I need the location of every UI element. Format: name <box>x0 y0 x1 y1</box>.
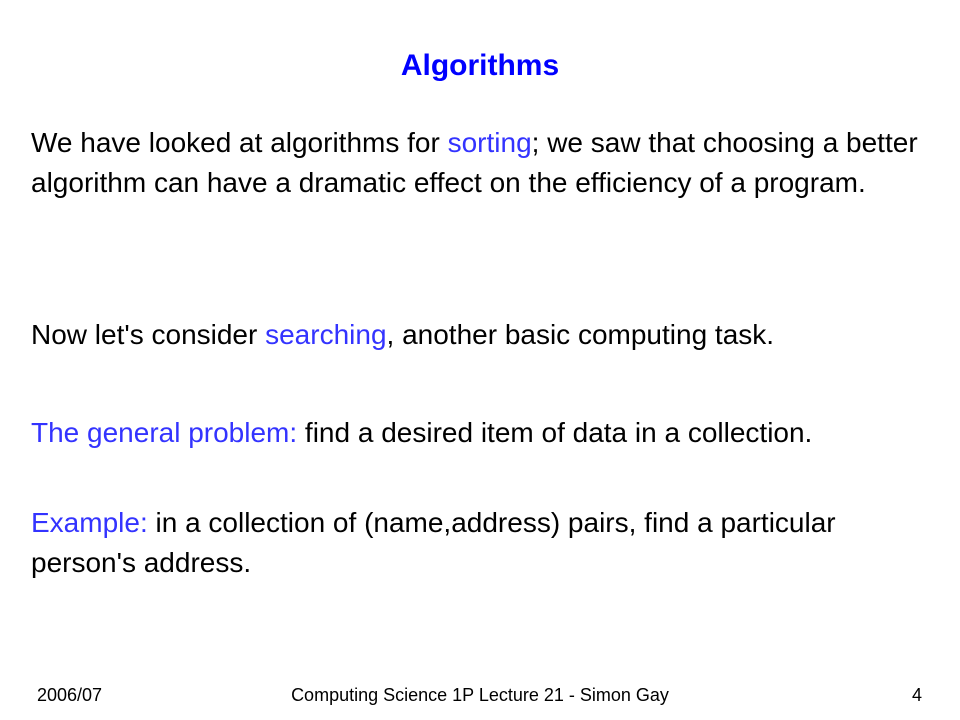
footer-year: 2006/07 <box>37 685 103 705</box>
paragraph-sorting <box>31 123 931 203</box>
paragraph-searching-text-before: Now let's consider <box>31 319 266 350</box>
slide-title: Algorithms <box>400 49 560 82</box>
paragraph-sorting-text-after: ; we saw that choosing a better algorithm can have a dramatic effect on the efficiency of a program. <box>31 127 918 198</box>
paragraph-searching <box>31 315 931 355</box>
highlight-example: Example: <box>31 507 148 538</box>
paragraph-general-problem-text: find a desired item of data in a collection. <box>297 417 813 448</box>
footer-page-number: 4 <box>911 685 922 705</box>
highlight-searching: searching <box>265 319 387 350</box>
footer-course: Computing Science 1P Lecture 21 - Simon Gay <box>291 685 669 705</box>
paragraph-example-text: in a collection of (name,address) pairs, find a particular person's address. <box>31 507 836 578</box>
paragraph-sorting-text-before: We have looked at algorithms for <box>31 127 448 158</box>
highlight-sorting: sorting <box>447 127 532 158</box>
paragraph-example <box>31 503 931 583</box>
paragraph-general-problem <box>31 413 931 453</box>
paragraph-searching-text-after: , another basic computing task. <box>386 319 775 350</box>
highlight-general-problem: The general problem: <box>31 417 298 448</box>
